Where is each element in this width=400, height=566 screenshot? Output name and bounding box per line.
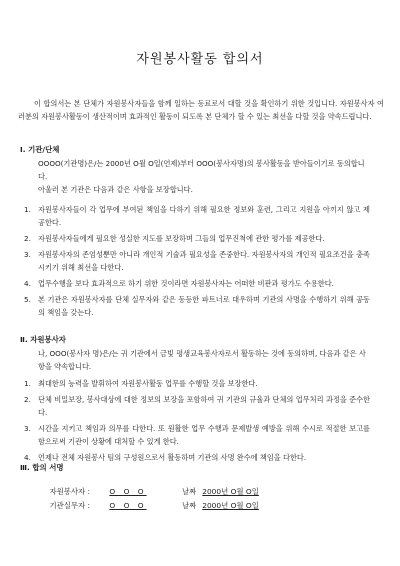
list-item-number: 1. [24, 379, 31, 388]
list-item [24, 232, 370, 245]
date-label: 날짜 [182, 487, 197, 496]
signature-label: 자원봉사자 : [49, 487, 90, 496]
list-item-number: 4. [24, 279, 31, 288]
section-3-heading: Ⅲ. 합의 서명 [20, 463, 64, 472]
section-2-paragraph-1: 나, OOO(봉사자 명)은/는 귀 기관에서 금빛 평생교육봉사자로서 활동하는 것에 동의하며, 다음과 같은 사항을 약속합니다. [38, 349, 366, 371]
section-2-list [24, 377, 370, 467]
list-item [24, 377, 370, 390]
date-label: 날짜 [182, 501, 197, 510]
list-item-text: 시간을 지키고 책임과 의무를 다한다. 또 원활한 업무 수행과 문제발생 예방을 위해 수시로 적절한 보고를 함으로써 기관이 상황에 대처할 수 있게 한다. [38, 424, 370, 446]
list-item [24, 451, 370, 464]
list-item-number: 3. [24, 424, 31, 433]
list-item-text: 본 기관은 자원봉사자를 단체 실무자와 같은 동등한 파트너로 대우하며 기관의 사명을 수행하기 위해 공동의 책임을 갖는다. [38, 295, 370, 317]
list-item-text: 단체 비밀보장, 봉사대상에 대한 정보의 보장을 포함하여 귀 기관의 규율과 단체의 업무처리 과정을 준수한다. [38, 395, 370, 417]
date-field: 2000년 O월 O일 [202, 487, 259, 496]
date-field: 2000년 O월 O일 [202, 501, 259, 510]
signature-name-field: O O O [109, 501, 147, 510]
document-title: 자원봉사활동 합의서 [136, 52, 264, 67]
list-item-number: 3. [24, 250, 31, 259]
list-item [24, 248, 370, 274]
list-item-text: 언제나 전체 자원봉사 팀의 구성원으로서 활동하며 기관의 사명 완수에 책임을 다한다. [38, 453, 307, 462]
signature-row-staff [42, 500, 298, 511]
list-item-text: 업무수행을 보다 효과적으로 하기 위한 것이라면 자원봉사자는 어떠한 비판과 평가도 수용한다. [38, 279, 334, 288]
section-2-heading: Ⅱ. 자원봉사자 [20, 335, 66, 344]
list-item-text: 자원봉사자들에게 필요한 성실한 지도를 보장하며 그들의 업무진척에 관한 평가를 제공한다. [38, 234, 325, 243]
intro-paragraph: 이 합의서는 본 단체가 자원봉사자들을 함께 일하는 동료로서 대할 것을 확인하기 위한 것입니다. 자원봉사자 여러분의 자원봉사활동이 생산적이며 효과적인 활동이 되도록 본 단체가 할 수 있는 최선을 다할 것을 약속드립니다. [18, 99, 384, 121]
list-item-number: 2. [24, 395, 31, 404]
list-item [24, 293, 370, 319]
list-item [24, 203, 370, 229]
list-item-number: 2. [24, 234, 31, 243]
list-item-number: 4. [24, 453, 31, 462]
section-1-list [24, 203, 370, 322]
section-1-paragraph-2: 아울러 본 기관은 다음과 같은 사항을 보장합니다. [38, 185, 193, 194]
signature-row-volunteer [42, 486, 298, 497]
list-item-number: 1. [24, 205, 31, 214]
list-item [24, 422, 370, 448]
list-item-number: 5. [24, 295, 31, 304]
section-1-heading: Ⅰ. 기관/단체 [20, 145, 60, 154]
list-item-text: 최대한의 능력을 발휘하여 자원봉사활동 업무를 수행할 것을 보장한다. [38, 379, 258, 388]
list-item-text: 자원봉사자들이 각 업무에 부여된 책임을 다하기 위해 필요한 정보와 훈련, 그리고 지원을 아끼지 않고 제공한다. [38, 205, 370, 227]
section-1-paragraph-1: OOOO(기관명)은/는 2000년 O월 O일(언제)부터 OOO(봉사자명)의 봉사활동을 받아들이기로 동의합니다. [38, 159, 365, 181]
list-item [24, 393, 370, 419]
signature-name-field: O O O [109, 487, 147, 496]
list-item [24, 277, 370, 290]
signature-label: 기관실무자 : [49, 501, 90, 510]
list-item-text: 자원봉사자의 존엄성뿐만 아니라 개인적 기술과 필요성을 존중한다. 자원봉사자의 개인적 필요조건을 충족시키기 위해 최선을 다한다. [38, 250, 370, 272]
